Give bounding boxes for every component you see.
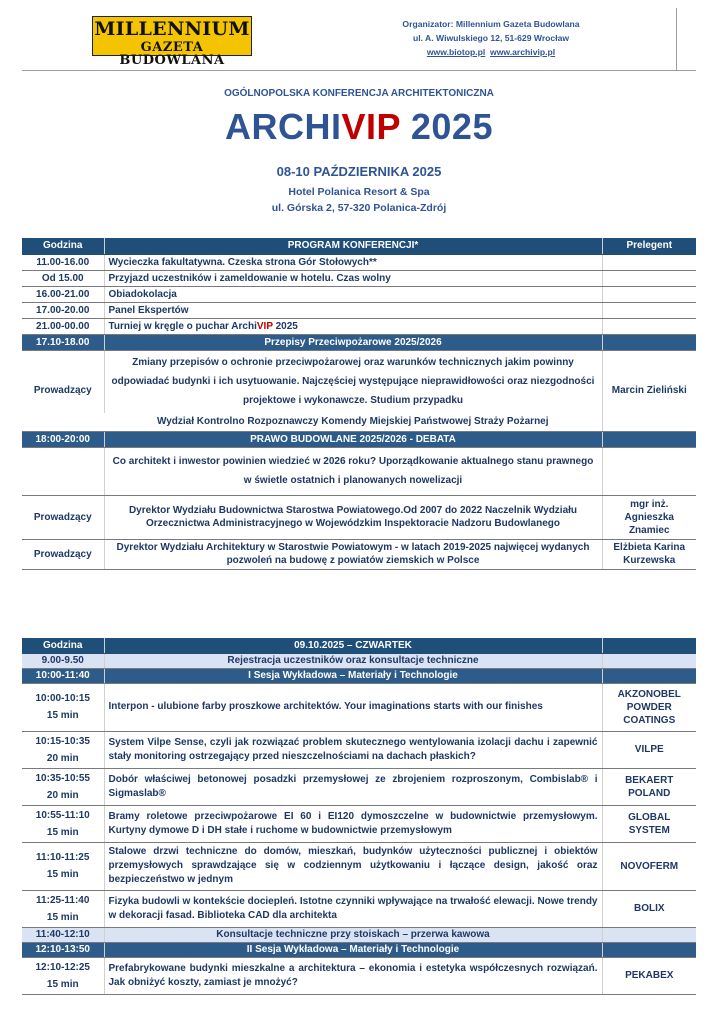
header-speaker: Prelegent <box>602 238 696 254</box>
host-label: Prowadzący <box>22 350 104 431</box>
talk-row: 12:10-12:25 15 min Prefabrykowane budynki mieszkalne a architektura – ekonomia i estetyka współczesnych rozwiązań. Jak obniżyć koszty, zamiast je mnożyć? PEKABEX <box>22 957 696 994</box>
logo <box>92 16 252 68</box>
table-row: 21.00-00.00 Turniej w kręgle o puchar ArchiVIP 2025 <box>22 318 696 334</box>
section-fire-regulations: 17.10-18.00 Przepisy Przeciwpożarowe 2025/2026 <box>22 334 696 350</box>
topic-law: Co architekt i inwestor powinien wiedzieć w 2026 roku? Uporządkowanie aktualnego stanu prawnego w świetle ostatnich i planowanych nowelizacji <box>104 447 602 495</box>
talk-row: 11:10-11:25 15 min Stalowe drzwi techniczne do domów, mieszkań, budynków użyteczności publicznej i obiektów przemysłowych sprawdzające się w codziennym użytkowaniu i łączące design, jakość oraz bezpieczeństwo w jednym NOVOFERM <box>22 842 696 890</box>
header-vertical-divider <box>676 8 677 70</box>
topic-fire: Zmiany przepisów o ochronie przeciwpożarowej oraz warunków technicznych jakim powinny odpowiadać budynki i ich usytuowanie. Najczęściej występujące nieprawidłowości oraz niezgodności projektowe i wykonawcze. Studium przypadku <box>104 350 602 413</box>
table-row: Prowadzący Dyrektor Wydziału Architektury w Starostwie Powiatowym - w latach 2019-2025 najwięcej wydanych pozwoleń na budowę z powiatów ziemskich w Polsce Elżbieta Karina Kurzewska <box>22 539 696 569</box>
speaker-name: Elżbieta Karina Kurzewska <box>602 539 696 569</box>
table-row: Prowadzący Dyrektor Wydziału Budownictwa Starostwa Powiatowego.Od 2007 do 2022 Naczelnik Wydziału Orzecznictwa Administracyjnego w Wojewódzkim Inspektoracie Nadzoru Budowlanego mgr inż. Agnieszka Znamiec <box>22 495 696 539</box>
talk-row: 10:35-10:55 20 min Dobór właściwej betonowej posadzki przemysłowej ze zbrojeniem rozproszonym, Combislab® i Sigmaslab® BEKAERT POLAND <box>22 768 696 805</box>
session-2: 12:10-13:50 II Sesja Wykładowa – Materiały i Technologie <box>22 942 696 957</box>
talk-row: 10:00-10:15 15 min Interpon - ulubione farby proszkowe architektów. Your imaginations starts with our finishes AKZONOBEL POWDER COATINGS <box>22 683 696 731</box>
table-row <box>22 447 696 495</box>
logo-line1: MILLENNIUM <box>94 18 250 40</box>
conference-venue <box>0 184 718 216</box>
talk-row: 11:25-11:40 15 min Fizyka budowli w kontekście dociepleń. Istotne czynniki wpływające na trwałość elewacji. Nowe trendy w dekoracji fasad. Biblioteka CAD dla architekta BOLIX <box>22 890 696 927</box>
table-row <box>22 413 696 431</box>
conference-dates: 08-10 PAŹDZIERNIKA 2025 <box>276 164 442 179</box>
hotel-name: Hotel Polanica Resort & Spa <box>288 186 430 198</box>
speaker-organization: Wydział Kontrolno Rozpoznawczy Komendy Miejskiej Państwowej Straży Pożarnej <box>104 413 602 431</box>
table-row: 11.00-16.00 Wycieczka fakultatywna. Czeska strona Gór Stołowych** <box>22 254 696 270</box>
link-archivip[interactable]: www.archivip.pl <box>490 47 556 57</box>
header-divider <box>22 70 696 71</box>
conference-title: ARCHIVIP 2025 <box>225 106 493 147</box>
program-table-day1 <box>22 238 696 570</box>
hotel-address: ul. Górska 2, 57-320 Polanica-Zdrój <box>271 202 447 214</box>
talk-row: 10:55-11:10 15 min Bramy roletowe przeciwpożarowe EI 60 i EI120 dymoszczelne w budownictwie przemysłowym. Kurtyny dymowe D i DH stałe i ruchome w budownictwie przemysłowym GLOBAL SYSTEM <box>22 805 696 842</box>
speaker-name: mgr inż. Agnieszka Znamiec <box>602 495 696 539</box>
program-table-day2 <box>22 638 696 995</box>
table-row <box>22 350 696 413</box>
organizer-name: Organizator: Millennium Gazeta Budowlana <box>402 19 580 29</box>
logo-line2: GAZETA BUDOWLANA <box>119 40 225 68</box>
speaker-name: Marcin Zieliński <box>602 350 696 431</box>
conference-subtitle: OGÓLNOPOLSKA KONFERENCJA ARCHITEKTONICZNA <box>224 88 494 99</box>
table-row: 17.00-20.00 Panel Ekspertów <box>22 302 696 318</box>
session-1: 10:00-11:40 I Sesja Wykładowa – Materiały i Technologie <box>22 668 696 683</box>
table-header <box>22 238 696 254</box>
header-time: Godzina <box>22 238 104 254</box>
table-row: Od 15.00 Przyjazd uczestników i zameldowanie w hotelu. Czas wolny <box>22 270 696 286</box>
table-row: 16.00-21.00 Obiadokolacja <box>22 286 696 302</box>
organizer-info <box>376 17 606 59</box>
organizer-address: ul. A. Wiwulskiego 12, 51-629 Wrocław <box>412 33 570 43</box>
link-biotop[interactable]: www.biotop.pl <box>426 47 486 57</box>
header-program: PROGRAM KONFERENCJI* <box>104 238 602 254</box>
table-header: Godzina 09.10.2025 – CZWARTEK <box>22 638 696 653</box>
registration-row: 9.00-9.50 Rejestracja uczestników oraz konsultacje techniczne <box>22 653 696 668</box>
talk-row: 10:15-10:35 20 min System Vilpe Sense, czyli jak rozwiązać problem skutecznego wentylowania izolacji dachu i zapewnić stały monitoring ostrzegający przed nieszczelnościami na dachach płaskich? VILPE <box>22 731 696 768</box>
section-building-law: 18:00-20:00 PRAWO BUDOWLANE 2025/2026 - DEBATA <box>22 431 696 447</box>
coffee-break-row: 11:40-12:10 Konsultacje techniczne przy stoiskach – przerwa kawowa <box>22 927 696 942</box>
